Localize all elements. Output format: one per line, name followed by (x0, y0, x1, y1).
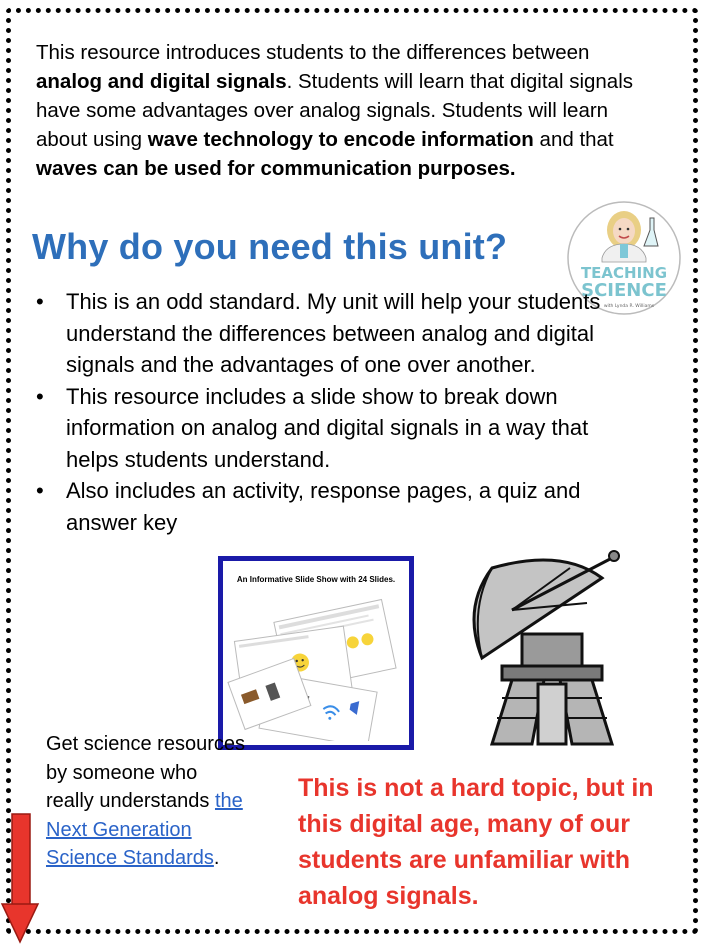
intro-text-3: and that (533, 128, 614, 151)
slide-preview-image (223, 591, 409, 741)
arrow-down-icon (0, 812, 40, 944)
logo-text-author: with Lynda R. Williams (603, 304, 655, 309)
intro-bold-2: wave technology to encode information (147, 128, 534, 151)
list-item-text: This is an odd standard. My unit will help your students understand the differences between analog and digital signals and the advantages of one over another. (66, 289, 601, 377)
get-science-tail: . (213, 847, 220, 869)
bullet-icon: • (36, 383, 44, 409)
list-item (30, 286, 640, 381)
list-item (30, 475, 640, 538)
intro-paragraph (36, 38, 636, 183)
get-science-note (46, 730, 246, 873)
section-heading: Why do you need this unit? (32, 226, 508, 267)
radio-telescope-illustration (452, 548, 638, 748)
intro-bold-3: waves can be used for communication purposes. (36, 157, 516, 180)
list-item-text: Also includes an activity, response pages, a quiz and answer key (66, 478, 581, 535)
intro-text-1: This resource introduces students to the differences between (36, 41, 590, 64)
bullet-icon: • (36, 478, 44, 503)
intro-text-2: . Students will learn that digital signals have some advantages over analog signals. Students will learn about using (36, 70, 634, 151)
bullet-icon: • (36, 289, 44, 314)
callout-text: This is not a hard topic, but in this digital age, many of our students are unfamiliar with analog signals. (298, 774, 654, 910)
ngss-link[interactable]: the Next Generation Science Standards (46, 790, 243, 869)
logo-text-teaching: TEACHING (580, 264, 668, 282)
get-science-text: Get science resources by someone who really understands (46, 733, 245, 812)
list-item-text: This resource includes a slide show to break down information on analog and digital signals in a way that helps students understand. (66, 383, 589, 472)
list-item (30, 381, 640, 476)
slide-preview-caption: An Informative Slide Show with 24 Slides. (236, 575, 396, 584)
benefits-list (30, 286, 640, 538)
slide-show-preview (218, 556, 414, 750)
intro-bold-1: analog and digital signals (36, 70, 287, 93)
logo-text-science: SCIENCE (581, 280, 667, 301)
